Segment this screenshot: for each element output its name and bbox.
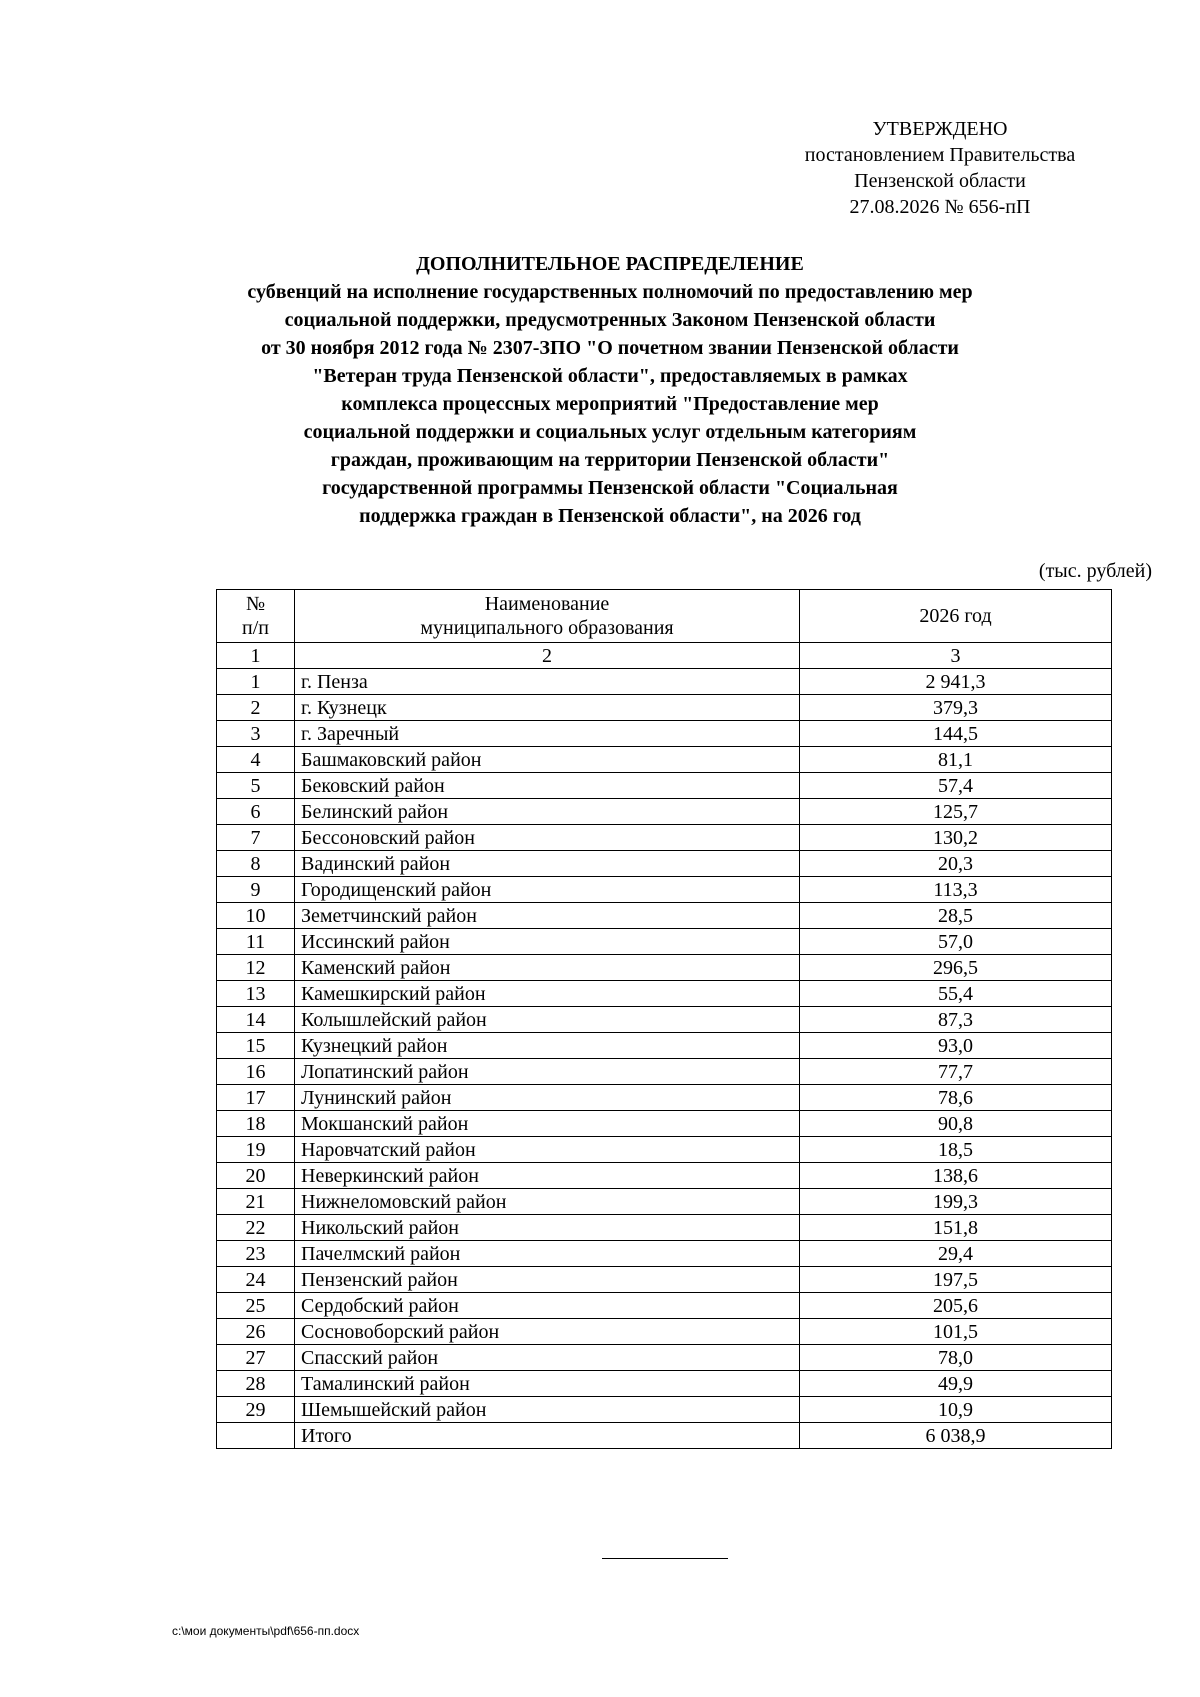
row-municipality: Наровчатский район [295, 1137, 800, 1163]
row-value: 18,5 [800, 1137, 1112, 1163]
row-municipality: Бековский район [295, 773, 800, 799]
row-value: 2 941,3 [800, 669, 1112, 695]
row-number: 3 [217, 721, 295, 747]
row-municipality: Спасский район [295, 1345, 800, 1371]
row-value: 78,0 [800, 1345, 1112, 1371]
row-value: 20,3 [800, 851, 1112, 877]
table-row [217, 1189, 1112, 1215]
row-municipality: г. Кузнецк [295, 695, 800, 721]
title-line: субвенций на исполнение государственных полномочий по предоставлению мер [247, 281, 973, 303]
row-value: 130,2 [800, 825, 1112, 851]
row-municipality: Итого [295, 1423, 800, 1449]
table-row [217, 695, 1112, 721]
header-name-line1: Наименование [484, 593, 610, 615]
row-number: 7 [217, 825, 295, 851]
row-value: 144,5 [800, 721, 1112, 747]
row-municipality: Тамалинский район [295, 1371, 800, 1397]
row-value: 101,5 [800, 1319, 1112, 1345]
approval-date-number: 27.08.2026 № 656-пП [849, 196, 1031, 218]
column-number-1: 1 [217, 643, 295, 669]
row-number: 17 [217, 1085, 295, 1111]
row-value: 199,3 [800, 1189, 1112, 1215]
row-value: 93,0 [800, 1033, 1112, 1059]
row-value: 6 038,9 [800, 1423, 1112, 1449]
document-title [160, 250, 1060, 530]
title-line: государственной программы Пензенской области "Социальная [322, 477, 898, 499]
file-path: c:\мои документы\pdf\656-пп.docx [172, 1624, 360, 1638]
row-value: 10,9 [800, 1397, 1112, 1423]
row-municipality: Лунинский район [295, 1085, 800, 1111]
row-number: 2 [217, 695, 295, 721]
title-line: поддержка граждан в Пензенской области", на 2026 год [359, 505, 861, 527]
table-row [217, 981, 1112, 1007]
row-number: 6 [217, 799, 295, 825]
row-municipality: Каменский район [295, 955, 800, 981]
table-row [217, 1371, 1112, 1397]
row-value: 57,4 [800, 773, 1112, 799]
title-line: "Ветеран труда Пензенской области", предоставляемых в рамках [312, 365, 908, 387]
row-value: 78,6 [800, 1085, 1112, 1111]
row-municipality: Сосновоборский район [295, 1319, 800, 1345]
row-municipality: Шемышейский район [295, 1397, 800, 1423]
row-value: 87,3 [800, 1007, 1112, 1033]
row-municipality: Земетчинский район [295, 903, 800, 929]
row-number: 29 [217, 1397, 295, 1423]
table-row [217, 721, 1112, 747]
table-row [217, 1059, 1112, 1085]
row-number: 19 [217, 1137, 295, 1163]
row-number: 28 [217, 1371, 295, 1397]
header-value-cell: 2026 год [800, 590, 1112, 643]
table-row [217, 929, 1112, 955]
row-value: 151,8 [800, 1215, 1112, 1241]
approval-region: Пензенской области [854, 170, 1026, 192]
row-number: 20 [217, 1163, 295, 1189]
table-row [217, 1215, 1112, 1241]
row-municipality: Иссинский район [295, 929, 800, 955]
table-row [217, 1085, 1112, 1111]
table-row [217, 747, 1112, 773]
header-number-line2: п/п [242, 617, 269, 639]
table-row [217, 799, 1112, 825]
row-value: 205,6 [800, 1293, 1112, 1319]
row-number [217, 1423, 295, 1449]
header-number-cell [217, 590, 295, 643]
table-row [217, 1345, 1112, 1371]
row-municipality: Пензенский район [295, 1267, 800, 1293]
row-value: 125,7 [800, 799, 1112, 825]
approval-stamp [760, 116, 1120, 220]
row-municipality: Кузнецкий район [295, 1033, 800, 1059]
row-number: 18 [217, 1111, 295, 1137]
table-row [217, 1163, 1112, 1189]
row-number: 13 [217, 981, 295, 1007]
row-value: 81,1 [800, 747, 1112, 773]
row-municipality: г. Заречный [295, 721, 800, 747]
table-row [217, 1033, 1112, 1059]
end-divider-line [602, 1558, 728, 1559]
table-row [217, 1241, 1112, 1267]
row-municipality: Башмаковский район [295, 747, 800, 773]
title-line: ДОПОЛНИТЕЛЬНОЕ РАСПРЕДЕЛЕНИЕ [416, 253, 804, 275]
row-municipality: г. Пенза [295, 669, 800, 695]
approval-resolution: постановлением Правительства [804, 144, 1076, 166]
row-number: 15 [217, 1033, 295, 1059]
row-number: 24 [217, 1267, 295, 1293]
row-number: 16 [217, 1059, 295, 1085]
row-value: 379,3 [800, 695, 1112, 721]
table-row [217, 1007, 1112, 1033]
row-municipality: Вадинский район [295, 851, 800, 877]
row-number: 22 [217, 1215, 295, 1241]
title-line: граждан, проживающим на территории Пензенской области" [330, 449, 890, 471]
row-number: 5 [217, 773, 295, 799]
row-value: 29,4 [800, 1241, 1112, 1267]
approval-heading: УТВЕРЖДЕНО [872, 118, 1008, 140]
row-municipality: Городищенский район [295, 877, 800, 903]
table-row [217, 1111, 1112, 1137]
row-number: 1 [217, 669, 295, 695]
row-number: 9 [217, 877, 295, 903]
row-value: 77,7 [800, 1059, 1112, 1085]
row-municipality: Неверкинский район [295, 1163, 800, 1189]
units-label: (тыс. рублей) [1038, 560, 1152, 582]
row-number: 4 [217, 747, 295, 773]
table-row [217, 877, 1112, 903]
header-name-cell [295, 590, 800, 643]
header-number-line1: № [245, 593, 266, 615]
table-row [217, 773, 1112, 799]
row-number: 11 [217, 929, 295, 955]
row-value: 296,5 [800, 955, 1112, 981]
title-line: социальной поддержки, предусмотренных Законом Пензенской области [284, 309, 936, 331]
row-value: 49,9 [800, 1371, 1112, 1397]
row-number: 27 [217, 1345, 295, 1371]
row-municipality: Сердобский район [295, 1293, 800, 1319]
row-value: 28,5 [800, 903, 1112, 929]
row-municipality: Пачелмский район [295, 1241, 800, 1267]
table-header-row [217, 590, 1112, 643]
row-municipality: Мокшанский район [295, 1111, 800, 1137]
total-row [217, 1423, 1112, 1449]
row-value: 138,6 [800, 1163, 1112, 1189]
table-row [217, 1137, 1112, 1163]
row-value: 197,5 [800, 1267, 1112, 1293]
column-number-row [217, 643, 1112, 669]
title-line: комплекса процессных мероприятий "Предоставление мер [341, 393, 879, 415]
row-municipality: Белинский район [295, 799, 800, 825]
row-municipality: Никольский район [295, 1215, 800, 1241]
row-municipality: Лопатинский район [295, 1059, 800, 1085]
row-number: 14 [217, 1007, 295, 1033]
row-number: 8 [217, 851, 295, 877]
row-number: 21 [217, 1189, 295, 1215]
title-line: социальной поддержки и социальных услуг отдельным категориям [303, 421, 917, 443]
title-line: от 30 ноября 2012 года № 2307-ЗПО "О почетном звании Пензенской области [261, 337, 959, 359]
table-row [217, 1397, 1112, 1423]
row-municipality: Нижнеломовский район [295, 1189, 800, 1215]
table-row [217, 1319, 1112, 1345]
row-number: 26 [217, 1319, 295, 1345]
column-number-3: 3 [800, 643, 1112, 669]
table-row [217, 669, 1112, 695]
table-row [217, 1267, 1112, 1293]
table-row [217, 851, 1112, 877]
row-value: 55,4 [800, 981, 1112, 1007]
table-row [217, 1293, 1112, 1319]
distribution-table [216, 589, 1112, 1449]
row-value: 57,0 [800, 929, 1112, 955]
table-row [217, 903, 1112, 929]
column-number-2: 2 [295, 643, 800, 669]
row-number: 23 [217, 1241, 295, 1267]
row-value: 113,3 [800, 877, 1112, 903]
row-number: 12 [217, 955, 295, 981]
row-municipality: Колышлейский район [295, 1007, 800, 1033]
table-row [217, 955, 1112, 981]
row-municipality: Бессоновский район [295, 825, 800, 851]
row-value: 90,8 [800, 1111, 1112, 1137]
header-name-line2: муниципального образования [420, 617, 674, 639]
row-municipality: Камешкирский район [295, 981, 800, 1007]
row-number: 25 [217, 1293, 295, 1319]
table-row [217, 825, 1112, 851]
row-number: 10 [217, 903, 295, 929]
